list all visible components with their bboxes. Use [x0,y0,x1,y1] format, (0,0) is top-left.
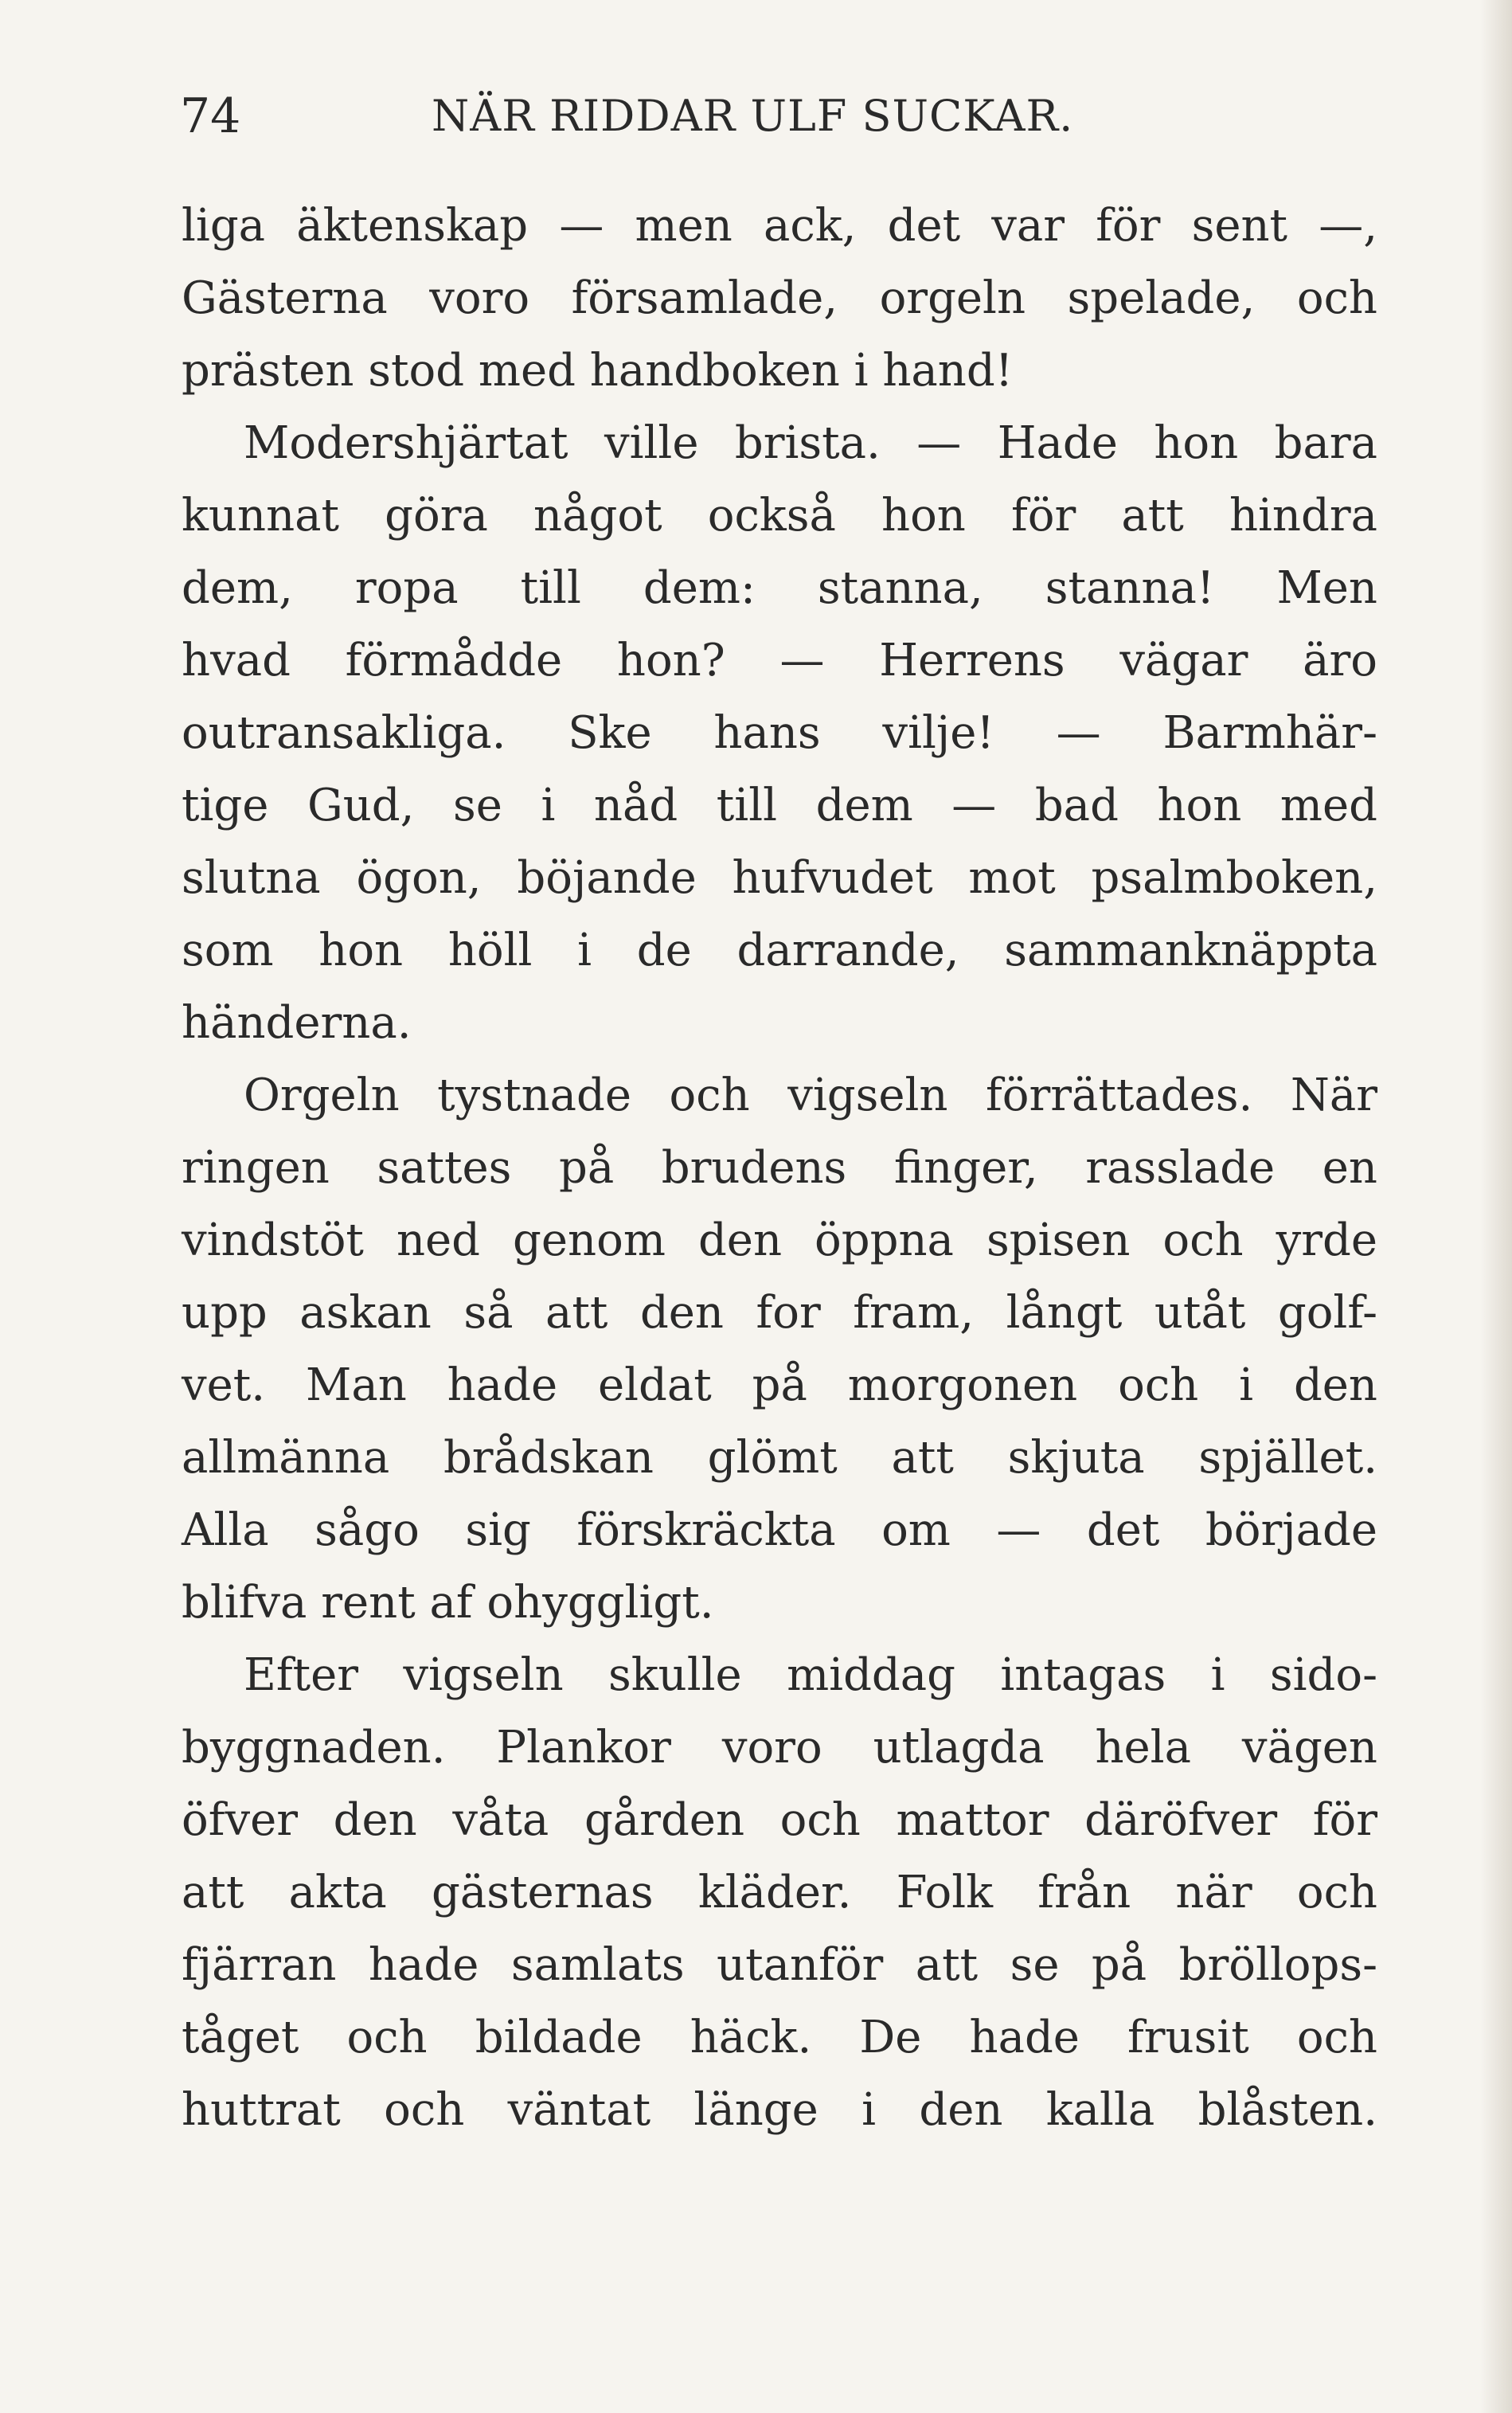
text-line: händerna. [182,997,412,1049]
text-line: huttrat och väntat länge i den kalla blåsten. [182,2084,1377,2136]
text-line: allmänna brådskan glömt att skjuta spjället. [182,1432,1377,1484]
text-line: byggnaden. Plankor voro utlagda hela vägen [182,1722,1377,1774]
text-line: upp askan så att den for fram, långt utåt golf- [182,1287,1377,1339]
text-line: Alla sågo sig förskräckta om — det började [182,1504,1377,1556]
page-number: 74 [180,88,241,144]
body-text [182,190,1377,2146]
text-line: tåget och bildade häck. De hade frusit och [182,2012,1377,2063]
text-line: vindstöt ned genom den öppna spisen och yrde [182,1214,1377,1266]
text-line: som hon höll i de darrande, sammanknäppta [182,925,1377,976]
text-line: Orgeln tystnade och vigseln förrättades. När [244,1070,1377,1121]
text-line: Gästerna voro församlade, orgeln spelade, och [182,272,1377,324]
text-line: kunnat göra något också hon för att hindra [182,490,1377,542]
text-line: att akta gästernas kläder. Folk från när och [182,1867,1377,1918]
text-line: hvad förmådde hon? — Herrens vägar äro [182,635,1377,686]
text-line: outransakliga. Ske hans vilje! — Barmhär- [182,707,1377,759]
text-line: Efter vigseln skulle middag intagas i sido- [244,1649,1377,1701]
running-title: NÄR RIDDAR ULF SUCKAR. [432,91,1074,141]
page-header [180,76,1374,148]
text-line: Modershjärtat ville brista. — Hade hon bara [244,417,1377,469]
page-edge-shadow [1480,0,1512,2413]
text-line: fjärran hade samlats utanför att se på bröllops- [182,1939,1377,1991]
text-line: liga äktenskap — men ack, det var för sent —, [182,200,1377,252]
text-line: tige Gud, se i nåd till dem — bad hon med [182,780,1377,831]
text-line: vet. Man hade eldat på morgonen och i den [182,1359,1377,1411]
text-line: dem, ropa till dem: stanna, stanna! Men [182,562,1377,614]
text-line: slutna ögon, böjande hufvudet mot psalmboken, [182,852,1377,904]
text-line: prästen stod med handboken i hand! [182,345,1014,397]
text-line: blifva rent af ohyggligt. [182,1577,714,1629]
text-line: öfver den våta gården och mattor däröfver för [182,1794,1377,1846]
text-line: ringen sattes på brudens finger, rasslade en [182,1142,1377,1194]
